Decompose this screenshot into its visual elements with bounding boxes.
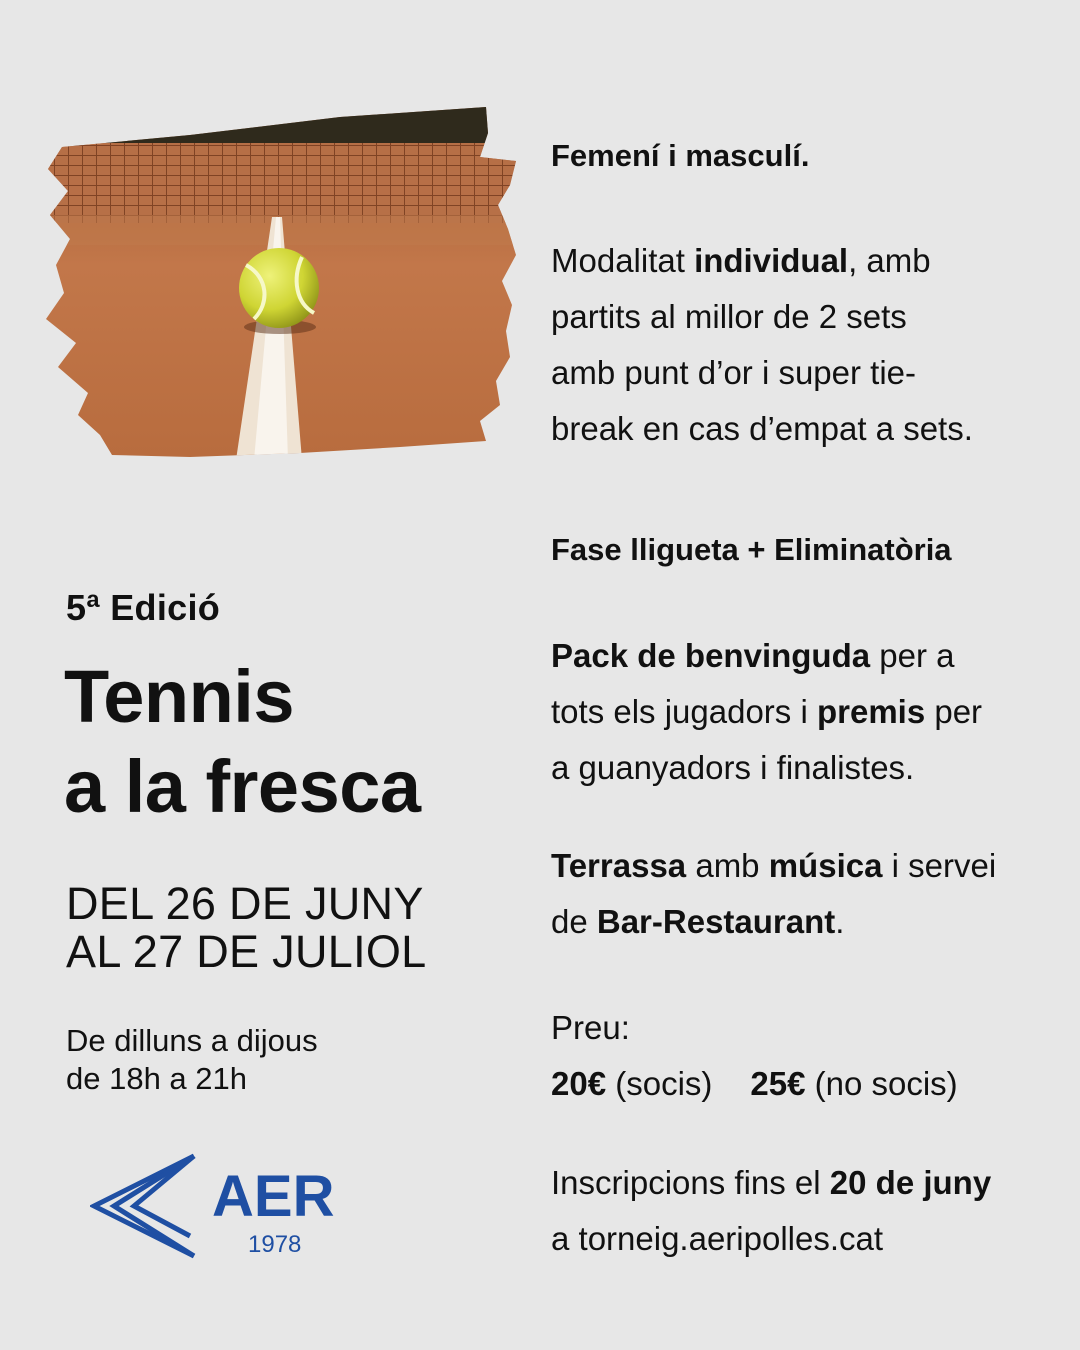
registration-text: Inscripcions fins el — [551, 1164, 830, 1201]
terrace-paragraph — [551, 838, 1066, 950]
price-label: Preu: — [551, 1009, 630, 1046]
welcome-pack-label: Pack de benvinguda — [551, 637, 871, 674]
schedule-line-1: De dilluns a dijous — [66, 1023, 318, 1058]
event-dates — [66, 880, 427, 976]
terrace-text: amb — [686, 847, 769, 884]
welcome-pack-line-3: a guanyadors i finalistes. — [551, 749, 915, 786]
modality-line-3: amb punt d’or i super tie- — [551, 354, 917, 391]
price-members-value: 20€ — [551, 1065, 607, 1102]
price-nonmembers-label: (no socis) — [805, 1065, 958, 1102]
registration-url: a torneig.aeripolles.cat — [551, 1220, 884, 1257]
modality-line-2: partits al millor de 2 sets — [551, 298, 907, 335]
schedule-line-2: de 18h a 21h — [66, 1061, 248, 1096]
welcome-pack-text: per — [925, 693, 983, 730]
event-schedule — [66, 1022, 318, 1098]
event-title — [64, 652, 421, 832]
modality-paragraph — [551, 233, 1066, 457]
bar-restaurant-label: Bar-Restaurant — [596, 903, 836, 940]
terrace-text: . — [835, 903, 845, 940]
title-line-1: Tennis — [64, 655, 294, 738]
dates-line-2: AL 27 DE JULIOL — [66, 926, 427, 977]
aer-logo — [90, 1150, 360, 1270]
welcome-pack-text: tots els jugadors i — [551, 693, 817, 730]
categories-text: Femení i masculí. — [551, 138, 810, 173]
tennis-ball-photo — [40, 105, 520, 460]
aer-logo-year: 1978 — [248, 1231, 302, 1258]
edition-label: 5ª Edició — [66, 587, 221, 628]
price-nonmembers-value: 25€ — [750, 1065, 806, 1102]
terrace-text: de — [551, 903, 597, 940]
modality-text: Modalitat — [551, 242, 695, 279]
modality-text: , amb — [848, 242, 931, 279]
modality-line-4: break en cas d’empat a sets. — [551, 410, 973, 447]
welcome-pack-paragraph — [551, 628, 1066, 796]
price-block — [551, 1000, 1066, 1112]
dates-line-1: DEL 26 DE JUNY — [66, 878, 424, 929]
prizes-label: premis — [816, 693, 926, 730]
welcome-pack-text: per a — [870, 637, 955, 674]
registration-deadline: 20 de juny — [829, 1164, 992, 1201]
aer-logo-text: AER — [212, 1164, 335, 1229]
price-members-label: (socis) — [606, 1065, 713, 1102]
terrace-text: i servei — [882, 847, 997, 884]
aer-logo-mark — [90, 1150, 360, 1270]
music-label: música — [768, 847, 883, 884]
terrace-label: Terrassa — [551, 847, 687, 884]
title-line-2: a la fresca — [64, 745, 421, 828]
phase-text: Fase lligueta + Eliminatòria — [551, 532, 952, 567]
registration-block — [551, 1155, 1066, 1267]
modality-type: individual — [694, 242, 849, 279]
